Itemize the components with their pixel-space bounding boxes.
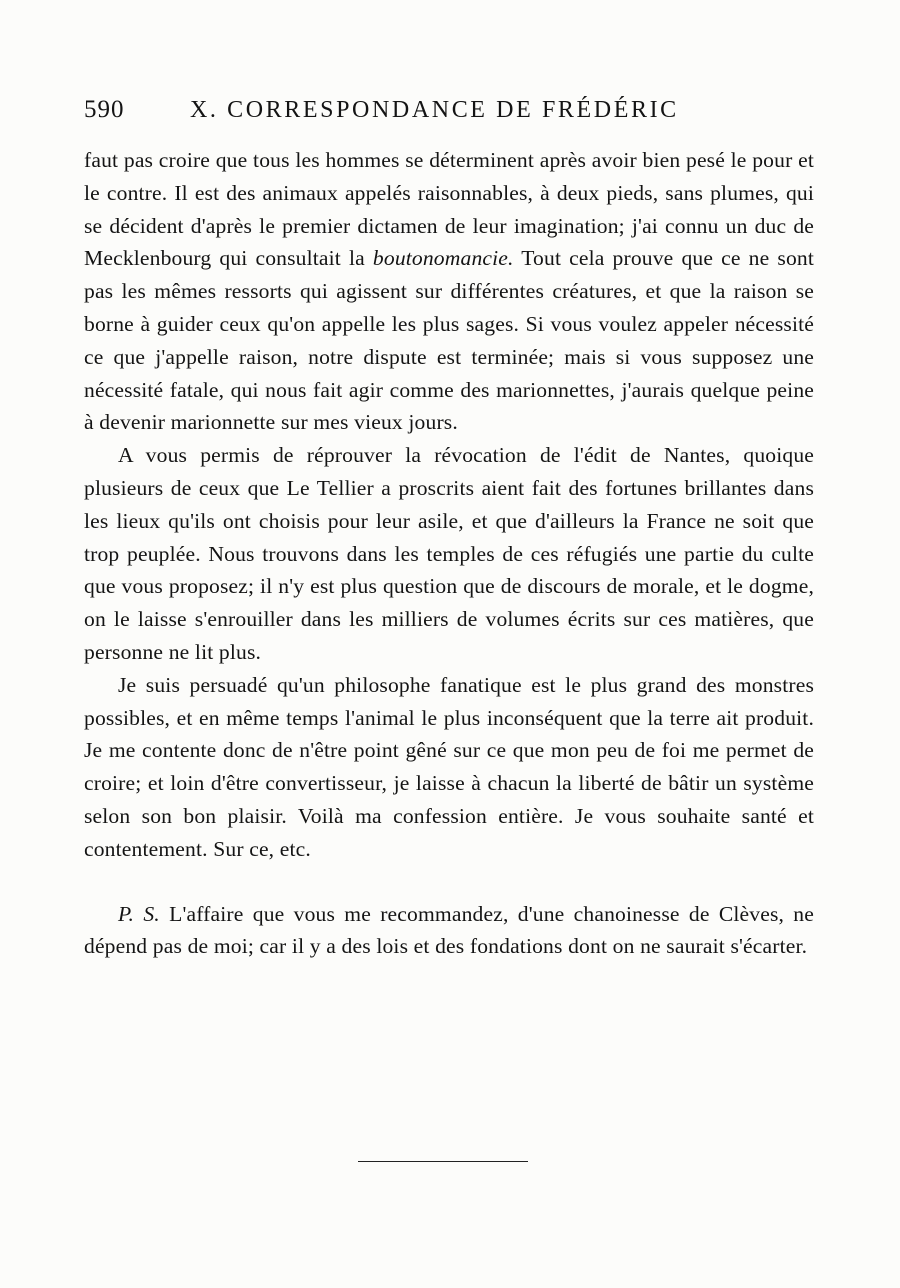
header-title: X. CORRESPONDANCE DE FRÉDÉRIC: [190, 97, 679, 123]
paragraph-1-text: faut pas croire que tous les hommes se déterminent après avoir bien pesé le pour et le contre. Il est des animaux appelés raisonnables, à deux pieds, sans plumes, qui se décident d'après le premier dictamen de leur imagination; j'ai connu un duc de Mecklenbourg qui consultait la: [84, 148, 814, 271]
running-head: [84, 96, 814, 136]
letter-body: [84, 144, 814, 963]
page: [84, 96, 814, 963]
paragraph-2-text: A vous permis de réprouver la révocation de l'édit de Nantes, quoique plusieurs de ceux que Le Tellier a proscrits aient fait des fortunes brillantes dans les lieux qu'ils ont choisis pour leur asile, et que d'ailleurs la France ne soit que trop peuplée. Nous trouvons dans les temples de ces réfugiés une partie du culte que vous proposez; il n'y est plus question que de discours de morale, et le dogme, on le laisse s'enrouiller dans les milliers de volumes écrits sur ces matières, que personne ne lit plus.: [84, 443, 814, 664]
paragraph-1: [84, 144, 814, 439]
page-number: 590: [84, 96, 125, 123]
end-rule: [358, 1161, 528, 1162]
paragraph-3: [84, 669, 814, 866]
postscript-label: P. S.: [118, 901, 160, 926]
paragraph-2: [84, 439, 814, 669]
paragraph-3-text: Je suis persuadé qu'un philosophe fanatique est le plus grand des monstres possibles, et en même temps l'animal le plus inconséquent que la terre ait produit. Je me contente donc de n'être point gêné sur ce que mon peu de foi me permet de croire; et loin d'être convertisseur, je laisse à chacun la liberté de bâtir un système selon son bon plaisir. Voilà ma confession entière. Je vous souhaite santé et contentement. Sur ce, etc.: [84, 672, 814, 861]
postscript: [84, 898, 814, 964]
paragraph-1-text-continued: Tout cela prouve que ce ne sont pas les mêmes ressorts qui agissent sur différentes créatures, et que la raison se borne à guider ceux qu'on appelle les plus sages. Si vous voulez appeler nécessité ce que j'appelle raison, notre dispute est terminée; mais si vous supposez une nécessité fatale, qui nous fait agir comme des marionnettes, j'aurais quelque peine à devenir marionnette sur mes vieux jours.: [84, 246, 814, 435]
postscript-text: L'affaire que vous me recommandez, d'une chanoinesse de Clèves, ne dépend pas de moi; car il y a des lois et des fondations dont on ne saurait s'écarter.: [84, 901, 814, 959]
paragraph-1-italic-term: boutonomancie.: [372, 246, 514, 271]
